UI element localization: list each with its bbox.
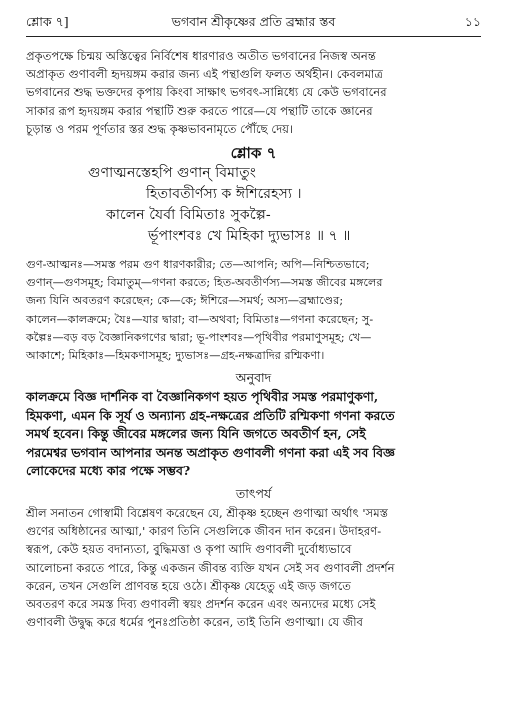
synonyms-block: [26, 256, 481, 365]
synonym-line: আকাশে; মিহিকাঃ—হিমকণাসমূহ; দ্যুভাসঃ—গ্রহ-নক্ষত্রাদির রশ্মিকণা।: [26, 349, 325, 363]
translation-line: কালক্রমে বিজ্ঞ দার্শনিক বা বৈজ্ঞানিকগণ হয়ত পৃথিবীর সমস্ত পরমাণুকণা,: [26, 389, 379, 404]
text-line: চূড়ান্ত ও পরম পূর্ণতার স্তর শুদ্ধ কৃষ্ণভাবনামৃতে পৌঁছে দেয়।: [26, 121, 294, 136]
text-line: ভগবানের শুদ্ধ ভক্তদের কৃপায় কিংবা সাক্ষাৎ ভগবৎ-সান্নিধ্যে যে কেউ ভগবানের: [26, 85, 387, 100]
verse-line: গুণাত্মনস্তেহপি গুণান্ বিমাতুং: [88, 165, 256, 181]
sanskrit-verse: [26, 163, 481, 247]
translation-line: সমর্থ হবেন। কিন্তু জীবের মঙ্গলের জন্য যিনি জগতে অবতীর্ণ হন, সেই: [26, 426, 366, 442]
purport-line: গুণের অধিষ্ঠানের আত্মা,' কারণ তিনি সেগুলিকে জীবন দান করেন। উদাহরণ-: [26, 524, 382, 539]
purport-line: শ্রীল সনাতন গোস্বামী বিশ্লেষণ করেছেন যে, শ্রীকৃষ্ণ হচ্ছেন গুণাত্মা অর্থাৎ 'সমস্ত: [26, 506, 388, 520]
header-verse-ref: শ্লোক ৭]: [26, 14, 69, 29]
verse-title: শ্লোক ৭: [230, 144, 277, 162]
page-header: [26, 14, 481, 34]
purport-line: গুণাবলী উদ্বুদ্ধ করে ধর্মের পুনঃপ্রতিষ্ঠা করেন, তাই তিনি গুণাত্মা। যে জীব: [26, 615, 363, 630]
purport-line: আলোচনা করতে পারে, কিন্তু একজন জীবন্ত ব্যক্তি যখন সেই সব গুণাবলী প্রদর্শন: [26, 560, 395, 575]
translation-line: লোকেদের মধ্যে কার পক্ষে সম্ভব?: [26, 463, 191, 479]
synonym-line: জন্য যিনি অবতরণ করেছেন; কে—কে; ঈশিরে—সমর্থ; অস্য—ব্রহ্মাণ্ডের;: [26, 294, 344, 308]
verse-line: কালেন যৈর্বা বিমিতাঃ সুকল্পৈ-: [106, 207, 271, 223]
page-number: ১১: [464, 14, 481, 29]
text-line: অপ্রাকৃত গুণাবলী হৃদয়ঙ্গম করার জন্য এই পন্থাগুলি ফলত অর্থহীন। কেবলমাত্র: [26, 67, 383, 82]
translation-line: হিমকণা, এমন কি সূর্য ও অন্যান্য গ্রহ-নক্ষত্রের প্রতিটি রশ্মিকণা গণনা করতে: [26, 407, 395, 423]
text-line: প্রকৃতপক্ষে চিন্ময় অস্তিত্বের নির্বিশেষ ধারণারও অতীত ভগবানের নিজস্ব অনন্ত: [26, 49, 376, 63]
verse-line: হিতাবতীর্ণস্য ক ঈশিরেহস্য ।: [146, 186, 302, 202]
synonym-line: কল্পৈঃ—বড় বড় বৈজ্ঞানিকগণের দ্বারা; ভূ-পাংশবঃ—পৃথিবীর পরমাণুসমূহ; খে—: [26, 330, 372, 344]
header-divider: [26, 36, 481, 37]
purport-line: স্বরূপ, কেউ হয়ত বদান্যতা, বুদ্ধিমত্তা ও কৃপা আদি গুণাবলী দুর্বোধ্যভাবে: [26, 542, 352, 557]
purport-block: [26, 504, 481, 631]
translation-heading: অনুবাদ: [235, 370, 272, 385]
intro-paragraph: [26, 47, 481, 138]
purport-heading: তাৎপর্য: [235, 486, 272, 501]
synonym-line: গুণ-আত্মনঃ—সমস্ত পরম গুণ ধারণকারীর; তে—আপনি; অপি—নিশ্চিতভাবে;: [26, 258, 370, 271]
verse-line: র্ভূপাংশবঃ খে মিহিকা দ্যুভাসঃ ॥ ৭ ॥: [148, 228, 351, 244]
purport-line: অবতরণ করে সমস্ত দিব্য গুণাবলী স্বয়ং প্রদর্শন করেন এবং অন্যদের মধ্যে সেই: [26, 597, 376, 612]
translation-block: [26, 388, 481, 481]
synonym-line: গুণান্—গুণসমূহ; বিমাতুম্—গণনা করতে; হিত-অবতীর্ণস্য—সমস্ত জীবের মঙ্গলের: [26, 276, 383, 290]
synonym-line: কালেন—কালক্রমে; যৈঃ—যার দ্বারা; বা—অথবা; বিমিতাঃ—গণনা করেছেন; সু-: [26, 312, 374, 326]
header-chapter-title: ভগবান শ্রীকৃষ্ণের প্রতি ব্রহ্মার স্তব: [171, 14, 336, 29]
purport-line: করেন, তখন সেগুলি প্রাণবন্ত হয়ে ওঠে। শ্রীকৃষ্ণ যেহেতু এই জড় জগতে: [26, 578, 351, 593]
text-line: সাকার রূপ হৃদয়ঙ্গম করার পন্থাটি শুরু করতে পারে—যে পন্থাটি তাকে জ্ঞানের: [26, 103, 373, 118]
translation-line: পরমেশ্বর ভগবান আপনার অনন্ত অপ্রাকৃত গুণাবলী গণনা করা এই সব বিজ্ঞ: [26, 444, 395, 460]
